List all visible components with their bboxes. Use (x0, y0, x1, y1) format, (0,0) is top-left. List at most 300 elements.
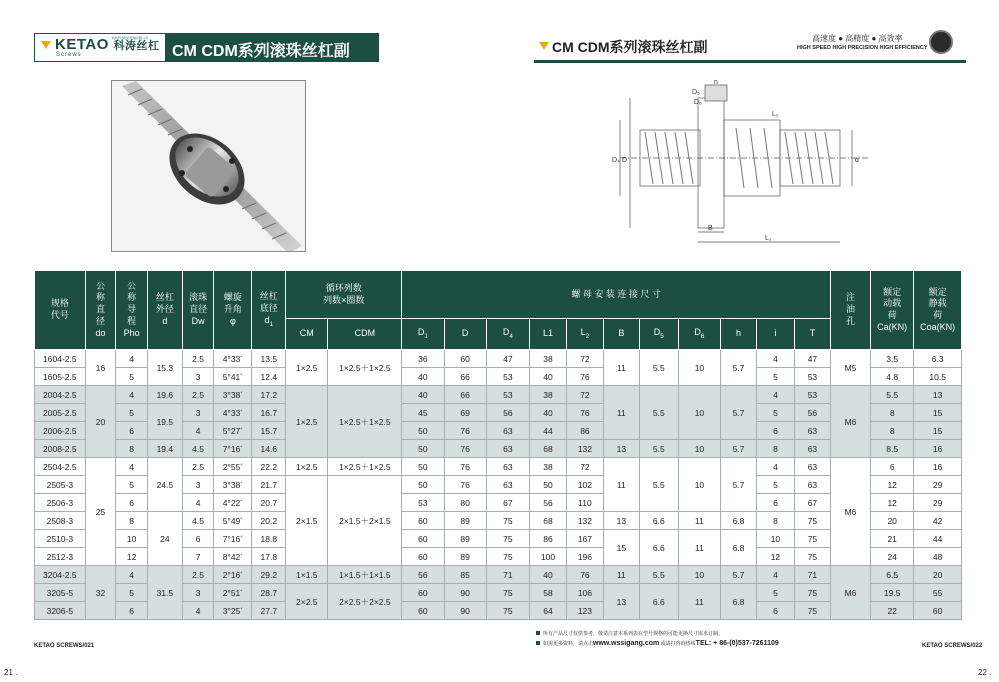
footer-note: 所有产品尺寸仅供参考，敬请注意本系列表在型号规格的可能更换尺寸需求订制。 (536, 630, 723, 637)
table-cell: 16 (914, 440, 962, 458)
table-cell: 5 (116, 476, 148, 494)
table-cell: 47 (486, 350, 529, 368)
table-cell: 60 (914, 602, 962, 620)
table-cell: 53 (794, 386, 830, 404)
table-cell: 40 (530, 566, 567, 584)
brand-name: KETAO 科涛丝杠 (55, 36, 160, 53)
technical-drawing (600, 80, 890, 250)
table-cell: 68 (530, 512, 567, 530)
table-cell: 2×1.5＋2×1.5 (328, 476, 402, 566)
table-cell: 50 (402, 422, 444, 440)
col-nominal-diameter: 公 称 直 径 do (85, 271, 116, 350)
table-cell: 16.7 (252, 404, 286, 422)
table-cell: 16 (85, 350, 116, 386)
specification-table (34, 270, 962, 620)
table-cell: 76 (566, 404, 603, 422)
table-cell: 42 (914, 512, 962, 530)
table-cell: 60 (402, 584, 444, 602)
table-cell: 76 (444, 422, 486, 440)
table-cell: 1604-2.5 (35, 350, 86, 368)
table-cell: 63 (794, 440, 830, 458)
table-cell: 4°22´ (214, 494, 252, 512)
table-cell: 63 (794, 458, 830, 476)
table-cell: 5 (756, 368, 794, 386)
table-cell: 6.8 (721, 512, 757, 530)
table-cell: 2506-3 (35, 494, 86, 512)
table-cell: 29 (914, 494, 962, 512)
table-cell: 6 (756, 602, 794, 620)
table-cell: M6 (830, 386, 870, 458)
table-cell: 63 (794, 422, 830, 440)
table-cell: 75 (794, 548, 830, 566)
table-cell: 1×2.5 (286, 386, 328, 458)
table-cell: 4 (182, 422, 214, 440)
col-screw-od: 丝杠 外径 d (147, 271, 182, 350)
brand-subtitle: Screws (56, 52, 82, 58)
table-cell: 40 (530, 404, 567, 422)
table-cell: 38 (530, 386, 567, 404)
table-cell: 90 (444, 584, 486, 602)
table-cell: 24 (871, 548, 914, 566)
table-cell: 1×2.5 (286, 458, 328, 476)
table-cell: 6.6 (639, 512, 678, 530)
table-cell: 38 (530, 458, 567, 476)
table-cell: 86 (530, 530, 567, 548)
table-cell: 5°27´ (214, 422, 252, 440)
table-cell: 6 (871, 458, 914, 476)
table-cell: 29 (914, 476, 962, 494)
col-h: h (721, 319, 757, 350)
table-cell: 56 (486, 404, 529, 422)
table-cell: 6.8 (721, 584, 757, 620)
table-cell: 7°16´ (214, 530, 252, 548)
col-D5: $D_5$ (639, 319, 678, 350)
square-bullet-icon (536, 641, 540, 645)
table-cell: 1×2.5＋1×2.5 (328, 386, 402, 458)
table-cell: 72 (566, 350, 603, 368)
footer-right: KETAO SCREWS/022 (922, 643, 983, 649)
table-cell: 75 (486, 512, 529, 530)
table-cell: 6 (756, 494, 794, 512)
table-cell: 28.7 (252, 584, 286, 602)
table-cell: 29.2 (252, 566, 286, 584)
label-d: d (855, 157, 859, 164)
table-cell: 50 (402, 440, 444, 458)
table-cell: 15 (603, 530, 639, 566)
table-cell: 8.5 (871, 440, 914, 458)
table-cell: 5.7 (721, 350, 757, 386)
table-cell: 89 (444, 548, 486, 566)
table-cell: 2.5 (182, 566, 214, 584)
table-cell: 10 (756, 530, 794, 548)
label-d5: D₅ (692, 89, 700, 96)
product-photo (111, 80, 306, 252)
table-cell: 38 (530, 350, 567, 368)
label-h: h (714, 80, 718, 86)
table-cell: 63 (486, 458, 529, 476)
table-cell: 5.7 (721, 440, 757, 458)
col-D1: $D_1$ (402, 319, 444, 350)
col-lead-angle: 螺旋 升角 φ (214, 271, 252, 350)
table-cell: 4 (182, 602, 214, 620)
table-cell: 11 (603, 386, 639, 440)
table-cell: 4.8 (871, 368, 914, 386)
table-cell: 89 (444, 530, 486, 548)
table-cell: 100 (530, 548, 567, 566)
table-cell: 60 (402, 548, 444, 566)
table-cell: 4 (756, 386, 794, 404)
table-cell: 110 (566, 494, 603, 512)
table-cell: 2.5 (182, 386, 214, 404)
table-cell: 50 (402, 458, 444, 476)
table-cell: 3.5 (871, 350, 914, 368)
label-d6: D₆ (694, 99, 702, 106)
table-cell: 6.5 (871, 566, 914, 584)
table-cell: 3°25´ (214, 602, 252, 620)
col-cm: CM (286, 319, 328, 350)
label-b: B (708, 225, 713, 232)
table-cell: 12 (116, 548, 148, 566)
table-cell: 13 (603, 584, 639, 620)
table-cell: 8 (116, 440, 148, 458)
table-cell: 2004-2.5 (35, 386, 86, 404)
table-cell: 60 (402, 512, 444, 530)
table-cell: 50 (402, 476, 444, 494)
table-cell: 76 (444, 458, 486, 476)
table-cell: 12 (871, 494, 914, 512)
table-cell: 13 (603, 440, 639, 458)
footer-left: KETAO SCREWS/021 (34, 643, 95, 649)
table-cell: 16 (914, 458, 962, 476)
website-link[interactable]: www.wssigang.com (593, 640, 660, 647)
company-seal-icon (929, 30, 953, 54)
table-cell: 2512-3 (35, 548, 86, 566)
table-cell: 48 (914, 548, 962, 566)
table-cell: 6.6 (639, 584, 678, 620)
table-cell: 4 (116, 386, 148, 404)
col-oil-hole: 注 油 孔 (830, 271, 870, 350)
table-cell: 63 (486, 422, 529, 440)
table-cell: 8 (116, 512, 148, 530)
table-cell: 75 (794, 530, 830, 548)
table-cell: 10 (678, 566, 720, 584)
table-cell: 11 (678, 584, 720, 620)
col-static-load: 额定 静载 荷 Coa(KN) (914, 271, 962, 350)
table-cell: 85 (444, 566, 486, 584)
table-cell: 45 (402, 404, 444, 422)
label-d4: D₄ (612, 157, 620, 164)
table-cell: 3 (182, 368, 214, 386)
table-cell: 8°42´ (214, 548, 252, 566)
table-cell: 40 (402, 386, 444, 404)
table-cell: 53 (794, 368, 830, 386)
table-cell: 167 (566, 530, 603, 548)
table-cell: 8 (871, 404, 914, 422)
table-cell: 6 (756, 422, 794, 440)
col-D6: $D_6$ (678, 319, 720, 350)
table-cell: 1×2.5＋1×2.5 (328, 458, 402, 476)
col-nominal-lead: 公 称 导 程 Pho (116, 271, 148, 350)
table-cell: 1×2.5＋1×2.5 (328, 350, 402, 386)
table-cell: 19.5 (147, 404, 182, 440)
table-cell: 58 (530, 584, 567, 602)
footer-contact: 如需更多资料，请点击www.wssigang.com 或请打咨询热线TEL: + 86-(0)537-7261109 (536, 640, 779, 647)
table-cell: 53 (486, 368, 529, 386)
table-cell: 1×2.5 (286, 350, 328, 386)
table-cell: 5 (756, 404, 794, 422)
table-cell: 1605-2.5 (35, 368, 86, 386)
header-rule (534, 60, 966, 63)
table-cell: 5.5 (639, 440, 678, 458)
table-cell: 12.4 (252, 368, 286, 386)
table-cell: 55 (914, 584, 962, 602)
table-cell: 6 (182, 530, 214, 548)
table-cell: 2006-2.5 (35, 422, 86, 440)
table-cell: 56 (794, 404, 830, 422)
table-cell: 63 (486, 440, 529, 458)
table-cell: 8 (756, 440, 794, 458)
table-cell: 5.5 (639, 350, 678, 386)
table-row (35, 566, 962, 584)
table-cell: 4 (756, 458, 794, 476)
table-cell: 11 (603, 566, 639, 584)
table-cell: 21.7 (252, 476, 286, 494)
table-cell: 60 (444, 350, 486, 368)
table-cell: 2×2.5＋2×2.5 (328, 584, 402, 620)
table-cell: 69 (444, 404, 486, 422)
table-cell: 15.3 (147, 350, 182, 386)
table-cell: 2510-3 (35, 530, 86, 548)
table-cell: 4 (116, 458, 148, 476)
table-cell: 3°38´ (214, 476, 252, 494)
table-cell: 10 (116, 530, 148, 548)
table-cell: 13 (603, 512, 639, 530)
table-cell: 12 (871, 476, 914, 494)
table-cell: 132 (566, 512, 603, 530)
table-cell: 4 (182, 494, 214, 512)
table-cell: 75 (486, 602, 529, 620)
table-cell: 7 (182, 548, 214, 566)
table-cell: 68 (530, 440, 567, 458)
table-cell: 66 (444, 386, 486, 404)
table-cell: 22.2 (252, 458, 286, 476)
table-cell: 50 (530, 476, 567, 494)
table-cell: 4 (116, 350, 148, 368)
table-cell: 10.5 (914, 368, 962, 386)
table-cell: 14.6 (252, 440, 286, 458)
table-row (35, 386, 962, 404)
table-cell: 5.7 (721, 566, 757, 584)
table-cell: 56 (530, 494, 567, 512)
col-B: B (603, 319, 639, 350)
table-cell: 25 (85, 458, 116, 566)
col-i: i (756, 319, 794, 350)
table-cell: 13 (914, 386, 962, 404)
brand-company: 杭州科涛丝杠机械有限公司 (112, 36, 149, 40)
table-cell: 4.5 (182, 512, 214, 530)
col-model: 规格 代号 (35, 271, 86, 350)
right-page-title: CM CDM系列滚珠丝杠副 (552, 39, 708, 55)
table-cell: 71 (794, 566, 830, 584)
label-l2: L₂ (772, 111, 779, 118)
table-cell: 10 (678, 440, 720, 458)
table-cell: 53 (486, 386, 529, 404)
table-cell: 63 (794, 476, 830, 494)
table-cell: 75 (794, 584, 830, 602)
table-cell: 60 (402, 530, 444, 548)
table-cell: 4 (756, 350, 794, 368)
table-cell: 31.5 (147, 566, 182, 620)
table-cell: 13.5 (252, 350, 286, 368)
table-cell: 19.4 (147, 440, 182, 458)
table-cell: 5.5 (871, 386, 914, 404)
table-cell: 6.8 (721, 530, 757, 566)
table-cell: 6 (116, 602, 148, 620)
table-cell: 2508-3 (35, 512, 86, 530)
table-row (35, 440, 962, 458)
table-cell: 2008-2.5 (35, 440, 86, 458)
table-cell: 3 (182, 476, 214, 494)
table-cell: 75 (794, 512, 830, 530)
table-cell: 40 (530, 368, 567, 386)
ball-screw-illustration (112, 81, 306, 252)
col-L1: L1 (530, 319, 567, 350)
table-cell: 72 (566, 386, 603, 404)
table-cell: M6 (830, 566, 870, 620)
table-cell: 36 (402, 350, 444, 368)
table-cell: 106 (566, 584, 603, 602)
table-cell: 63 (486, 476, 529, 494)
slogan-cn: 高速度 ● 高精度 ● 高效率 (812, 34, 903, 43)
page-number-left: 21 . (4, 668, 18, 677)
table-cell: 89 (444, 512, 486, 530)
table-cell: 22 (871, 602, 914, 620)
table-cell: 1×1.5 (286, 566, 328, 584)
table-cell: 47 (794, 350, 830, 368)
table-cell: 2×1.5 (286, 476, 328, 566)
col-root-dia: 丝杠 底径 $d_1$ (252, 271, 286, 350)
table-cell: 2505-3 (35, 476, 86, 494)
table-cell: 8 (756, 512, 794, 530)
table-cell: 53 (402, 494, 444, 512)
page-number-right: 22 . (978, 668, 992, 677)
table-cell: 76 (444, 440, 486, 458)
table-cell: 76 (566, 368, 603, 386)
table-cell: 80 (444, 494, 486, 512)
table-cell: 4 (756, 566, 794, 584)
table-cell: 17.8 (252, 548, 286, 566)
table-cell: 76 (444, 476, 486, 494)
table-cell: 2.5 (182, 350, 214, 368)
table-row (35, 350, 962, 368)
table-cell: 6 (116, 494, 148, 512)
table-cell: 21 (871, 530, 914, 548)
table-cell: 66 (444, 368, 486, 386)
table-cell: 67 (794, 494, 830, 512)
col-nut-dimensions: 螺 母 安 装 连 接 尺 寸 (402, 271, 831, 319)
table-cell: 20 (85, 386, 116, 458)
table-cell: 11 (678, 530, 720, 566)
table-cell: 75 (486, 530, 529, 548)
col-ball-dia: 滚珠 直径 Dw (182, 271, 214, 350)
col-dynamic-load: 额定 动载 荷 Ca(KN) (871, 271, 914, 350)
table-cell: 5 (116, 368, 148, 386)
table-cell: 90 (444, 602, 486, 620)
col-D: D (444, 319, 486, 350)
table-cell: 5 (756, 476, 794, 494)
table-cell: 32 (85, 566, 116, 620)
table-cell: 3 (182, 584, 214, 602)
table-cell: 20 (871, 512, 914, 530)
table-cell: 5.5 (639, 386, 678, 440)
table-cell: 196 (566, 548, 603, 566)
table-cell: 40 (402, 368, 444, 386)
table-cell: 20 (914, 566, 962, 584)
table-cell: 11 (678, 512, 720, 530)
table-cell: 5 (756, 584, 794, 602)
table-cell: 132 (566, 440, 603, 458)
col-circuits: 循环列数 列数×圈数 (286, 271, 402, 319)
table-cell: M5 (830, 350, 870, 386)
table-cell: 75 (794, 602, 830, 620)
table-cell: 67 (486, 494, 529, 512)
table-cell: 24.5 (147, 458, 182, 512)
label-l1: L₁ (765, 235, 772, 242)
square-bullet-icon (536, 631, 540, 635)
table-cell: 27.7 (252, 602, 286, 620)
table-cell: 11 (603, 458, 639, 512)
table-cell: 24 (147, 512, 182, 566)
table-cell: 60 (402, 602, 444, 620)
triangle-marker-icon (41, 41, 51, 49)
table-cell: 5.7 (721, 386, 757, 440)
table-cell: 2.5 (182, 458, 214, 476)
triangle-marker-icon (539, 42, 549, 50)
table-cell: 7°16´ (214, 440, 252, 458)
table-cell: 44 (530, 422, 567, 440)
table-cell: 3°38´ (214, 386, 252, 404)
col-D4: $D_4$ (486, 319, 529, 350)
table-cell: 76 (566, 566, 603, 584)
table-cell: 6.3 (914, 350, 962, 368)
table-cell: 86 (566, 422, 603, 440)
table-cell: 3 (182, 404, 214, 422)
table-cell: 72 (566, 458, 603, 476)
table-cell: 5 (116, 584, 148, 602)
table-cell: 3204-2.5 (35, 566, 86, 584)
table-cell: 10 (678, 386, 720, 440)
table-cell: 6 (116, 422, 148, 440)
table-cell: 123 (566, 602, 603, 620)
table-cell: 8 (871, 422, 914, 440)
table-cell: 64 (530, 602, 567, 620)
slogan-en: HIGH SPEED HIGH PRECISION HIGH EFFICIENCY (797, 45, 928, 51)
table-cell: 4.5 (182, 440, 214, 458)
table-cell: M6 (830, 458, 870, 566)
table-cell: 11 (603, 350, 639, 386)
table-cell: 4 (116, 566, 148, 584)
table-cell: 15 (914, 404, 962, 422)
table-cell: 2×2.5 (286, 584, 328, 620)
table-cell: 75 (486, 548, 529, 566)
table-cell: 20.7 (252, 494, 286, 512)
table-cell: 10 (678, 350, 720, 386)
table-cell: 2504-2.5 (35, 458, 86, 476)
table-cell: 15.7 (252, 422, 286, 440)
table-cell: 44 (914, 530, 962, 548)
col-T: T (794, 319, 830, 350)
table-cell: 1×1.5＋1×1.5 (328, 566, 402, 584)
